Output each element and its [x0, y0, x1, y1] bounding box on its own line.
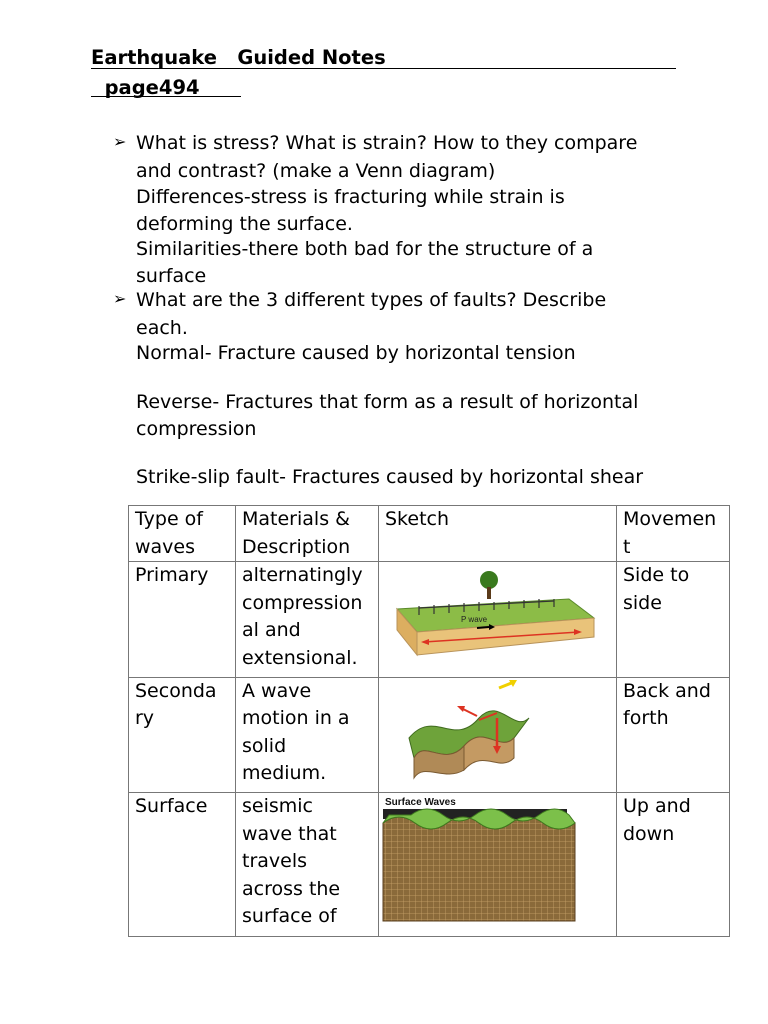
wave-description-cell: A wave motion in a solid medium.: [236, 677, 379, 793]
title-underline: [91, 68, 676, 69]
wave-description-cell: seismic wave that travels across the surface of: [236, 793, 379, 937]
primary-wave-sketch: [379, 562, 615, 668]
sketch-cell: [379, 793, 617, 937]
page-reference-underline: [91, 96, 241, 97]
wave-type-cell: Seconda ry: [129, 677, 236, 793]
table-row: [129, 793, 730, 937]
bullet-arrow-icon: ➢: [113, 289, 127, 308]
table-row: [129, 562, 730, 678]
header-materials-description: Materials & Description: [236, 506, 379, 562]
wave-description-cell: alternatingly compression al and extensional.: [236, 562, 379, 678]
answer-2-line: Normal- Fracture caused by horizontal tension: [136, 342, 576, 364]
question-2-line: What are the 3 different types of faults? Describe: [136, 289, 607, 311]
movement-cell: Up and down: [617, 793, 730, 937]
answer-2-line: Reverse- Fractures that form as a result of horizontal: [136, 391, 639, 413]
movement-cell: Back and forth: [617, 677, 730, 793]
header-movement: Movemen t: [617, 506, 730, 562]
wave-type-cell: Surface: [129, 793, 236, 937]
bullet-arrow-icon: ➢: [113, 132, 127, 151]
question-1-line: and contrast? (make a Venn diagram): [136, 160, 496, 182]
answer-2-line: Strike-slip fault- Fractures caused by horizontal shear: [136, 466, 644, 488]
page-reference: page494: [91, 76, 200, 99]
question-2-line: each.: [136, 317, 188, 339]
sketch-cell: [379, 677, 617, 793]
answer-1-line: Similarities-there both bad for the structure of a: [136, 238, 594, 260]
wave-type-cell: Primary: [129, 562, 236, 678]
answer-2-line: compression: [136, 418, 257, 440]
surface-waves-label: Surface Waves: [385, 797, 456, 808]
header-type-of-waves: Type of waves: [129, 506, 236, 562]
secondary-wave-sketch: [379, 678, 615, 784]
answer-1-line: Differences-stress is fracturing while strain is: [136, 186, 565, 208]
answer-1-line: surface: [136, 265, 207, 287]
surface-wave-sketch: [379, 793, 615, 927]
seismic-waves-table: [128, 505, 730, 937]
question-1-line: What is stress? What is strain? How to they compare: [136, 132, 638, 154]
page-title: Earthquake Guided Notes: [91, 46, 386, 69]
p-wave-label: P wave: [461, 615, 488, 624]
header-sketch: Sketch: [379, 506, 617, 562]
table-row: [129, 677, 730, 793]
table-header-row: [129, 506, 730, 562]
answer-1-line: deforming the surface.: [136, 213, 353, 235]
movement-cell: Side to side: [617, 562, 730, 678]
sketch-cell: [379, 562, 617, 678]
